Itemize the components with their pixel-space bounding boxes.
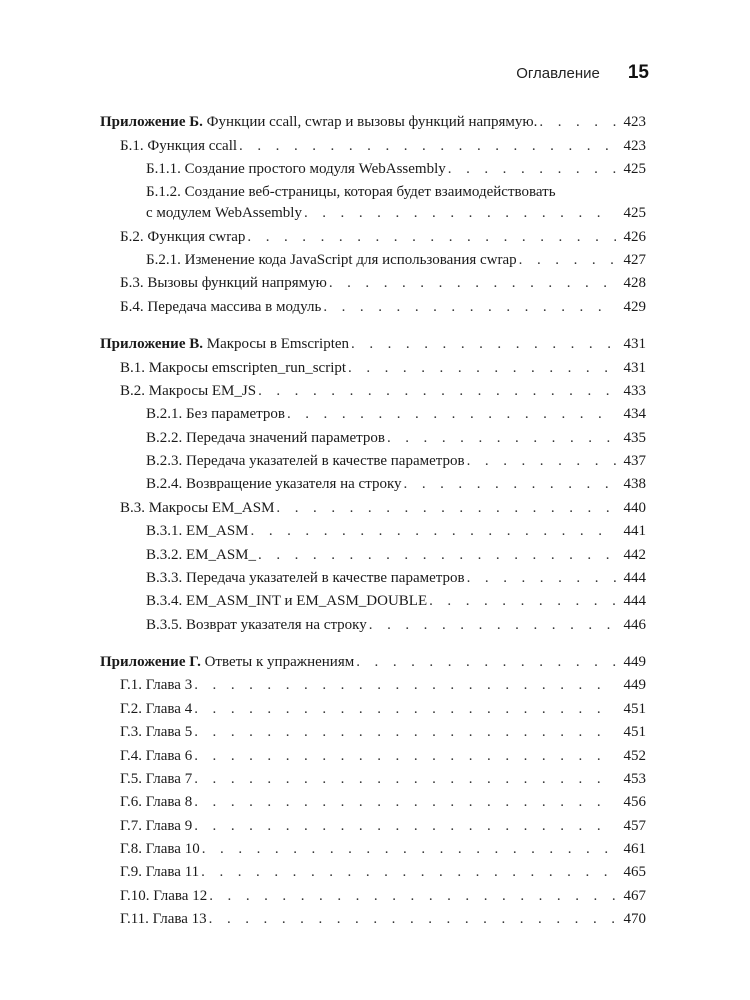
toc-entry-title: В.2.4. Возвращение указателя на строку <box>146 476 402 493</box>
toc-page-number: 440 <box>623 499 646 516</box>
toc-entry[interactable] <box>100 272 646 295</box>
toc-appendix-label: Приложение Б. <box>100 114 203 131</box>
toc-entry-title: В.2.2. Передача значений параметров <box>146 429 385 446</box>
leader-dots <box>194 746 616 767</box>
toc-entry[interactable] <box>100 296 646 319</box>
toc-entry-appendix-b[interactable] <box>100 111 646 134</box>
section-spacer <box>100 641 646 651</box>
toc-entry-title: В.2.1. Без параметров <box>146 406 285 423</box>
leader-dots <box>387 428 616 449</box>
toc-appendix-title: Макросы в Emscripten <box>202 336 350 353</box>
leader-dots <box>304 203 616 224</box>
toc-entry[interactable] <box>100 768 646 791</box>
leader-dots <box>194 722 616 743</box>
toc-page-number: 453 <box>623 770 646 787</box>
toc-section-appendix-g <box>100 651 646 932</box>
toc-appendix-label: Приложение В. <box>100 336 203 353</box>
toc-entry-title: Б.1.2. Создание веб-страницы, которая будет взаимодействовать <box>146 184 556 201</box>
toc-entry[interactable] <box>100 134 646 157</box>
toc-entry[interactable] <box>100 721 646 744</box>
toc-entry-title: Б.1.1. Создание простого модуля WebAssembly <box>146 160 446 177</box>
toc-entry[interactable] <box>100 158 646 181</box>
toc-entry-title: В.3.2. EM_ASM_ <box>146 546 257 563</box>
toc-appendix-title: Функции ccall, cwrap и вызовы функций напрямую. <box>202 114 538 131</box>
toc-appendix-label: Приложение Г. <box>100 654 201 671</box>
leader-dots <box>209 886 616 907</box>
toc-entry[interactable] <box>100 861 646 884</box>
leader-dots <box>356 652 616 673</box>
toc-entry-title: Б.1. Функция ccall <box>120 137 238 154</box>
toc-entry[interactable] <box>100 403 646 426</box>
toc-page-number: 423 <box>623 137 646 154</box>
leader-dots <box>369 615 616 636</box>
toc-page-number: 429 <box>623 298 646 315</box>
toc-entry[interactable] <box>100 698 646 721</box>
leader-dots <box>448 159 616 180</box>
toc-page-number: 444 <box>623 593 646 610</box>
toc-entry-title: Б.4. Передача массива в модуль <box>120 298 322 315</box>
toc-page-number: 438 <box>623 476 646 493</box>
toc-entry[interactable] <box>100 614 646 637</box>
toc-page-number: 451 <box>623 724 646 741</box>
leader-dots <box>194 792 616 813</box>
toc-entry[interactable] <box>100 181 646 225</box>
toc-section-appendix-b <box>100 111 646 319</box>
toc-page-number: 431 <box>623 359 646 376</box>
toc-entry-title: Г.10. Глава 12 <box>120 887 208 904</box>
toc-section-appendix-v <box>100 333 646 637</box>
leader-dots <box>287 404 616 425</box>
leader-dots <box>404 474 616 495</box>
leader-dots <box>201 862 616 883</box>
toc-entry-title: Б.2.1. Изменение кода JavaScript для использования cwrap <box>146 252 517 269</box>
page-number: 15 <box>627 62 649 83</box>
toc-page-number: 465 <box>623 864 646 881</box>
toc-page-number: 452 <box>623 747 646 764</box>
toc-entry-title: В.2.3. Передача указателей в качестве параметров <box>146 453 465 470</box>
toc-entry-title: Г.11. Глава 13 <box>120 911 207 928</box>
toc-entry-title: В.3.1. EM_ASM <box>146 523 249 540</box>
toc-page-number: 427 <box>623 252 646 269</box>
toc-page-number: 433 <box>623 382 646 399</box>
leader-dots <box>194 816 616 837</box>
leader-dots <box>467 568 616 589</box>
toc-entry-title: Б.2. Функция cwrap <box>120 228 246 245</box>
toc-entry-title: Г.9. Глава 11 <box>120 864 200 881</box>
leader-dots <box>258 545 616 566</box>
running-header-title: Оглавление <box>516 65 600 82</box>
leader-dots <box>429 591 616 612</box>
toc-entry[interactable] <box>100 744 646 767</box>
toc-page-number: 470 <box>623 911 646 928</box>
toc-entry[interactable] <box>100 885 646 908</box>
leader-dots <box>258 381 616 402</box>
toc-page-number: 423 <box>623 114 646 131</box>
section-spacer <box>100 323 646 333</box>
toc-entry-title: Г.8. Глава 10 <box>120 841 200 858</box>
toc-page-number: 449 <box>623 677 646 694</box>
toc-page-number: 456 <box>623 794 646 811</box>
toc-page-number: 457 <box>623 817 646 834</box>
toc-page-number: 434 <box>623 406 646 423</box>
leader-dots <box>251 521 616 542</box>
toc-page-number: 425 <box>623 205 646 222</box>
toc-page-number: 437 <box>623 453 646 470</box>
toc-entry[interactable] <box>100 450 646 473</box>
toc-entry[interactable] <box>100 380 646 403</box>
toc-entry-title: Г.6. Глава 8 <box>120 794 193 811</box>
toc-page-number: 441 <box>623 523 646 540</box>
toc-page-number: 435 <box>623 429 646 446</box>
toc-entry-title: Г.1. Глава 3 <box>120 677 193 694</box>
toc-entry[interactable] <box>100 249 646 272</box>
toc-page-number: 428 <box>623 275 646 292</box>
toc-page-number: 426 <box>623 228 646 245</box>
toc-entry-title: Г.7. Глава 9 <box>120 817 193 834</box>
toc-page-number: 451 <box>623 700 646 717</box>
leader-dots <box>239 136 616 157</box>
toc-page-number: 461 <box>623 841 646 858</box>
toc-entry-title: В.3.5. Возврат указателя на строку <box>146 616 367 633</box>
toc-page-number: 431 <box>623 336 646 353</box>
toc-entry[interactable] <box>100 356 646 379</box>
toc-page-number: 442 <box>623 546 646 563</box>
toc-entry-title: Г.4. Глава 6 <box>120 747 193 764</box>
leader-dots <box>329 273 616 294</box>
toc-entry-title: Б.3. Вызовы функций напрямую <box>120 275 327 292</box>
leader-dots <box>348 358 616 379</box>
toc-page-number: 425 <box>623 160 646 177</box>
toc-entry[interactable] <box>100 543 646 566</box>
toc-entry[interactable] <box>100 567 646 590</box>
toc-appendix-title: Ответы к упражнениям <box>200 654 355 671</box>
toc-entry[interactable] <box>100 473 646 496</box>
toc-entry[interactable] <box>100 791 646 814</box>
toc-entry[interactable] <box>100 427 646 450</box>
toc-entry-title: В.3.3. Передача указателей в качестве параметров <box>146 569 465 586</box>
running-header <box>516 62 649 84</box>
toc-entry-appendix-g[interactable] <box>100 651 646 674</box>
toc-entry[interactable] <box>100 590 646 613</box>
toc-entry[interactable] <box>100 226 646 249</box>
leader-dots <box>209 909 616 930</box>
leader-dots <box>194 699 616 720</box>
toc-entry[interactable] <box>100 520 646 543</box>
toc-entry-appendix-v[interactable] <box>100 333 646 356</box>
toc-entry[interactable] <box>100 815 646 838</box>
toc-entry[interactable] <box>100 497 646 520</box>
leader-dots <box>202 839 616 860</box>
leader-dots <box>351 334 616 355</box>
leader-dots <box>194 675 616 696</box>
toc-entry-title: Г.5. Глава 7 <box>120 770 193 787</box>
toc-entry-title: Г.3. Глава 5 <box>120 724 193 741</box>
leader-dots <box>247 227 616 248</box>
toc-page-number: 467 <box>623 887 646 904</box>
toc-entry-title: В.3.4. EM_ASM_INT и EM_ASM_DOUBLE <box>146 593 428 610</box>
leader-dots <box>276 498 616 519</box>
toc-entry[interactable] <box>100 674 646 697</box>
leader-dots <box>519 250 616 271</box>
toc-entry-title: Г.2. Глава 4 <box>120 700 193 717</box>
leader-dots <box>323 297 616 318</box>
toc-entry-title-continued: с модулем WebAssembly <box>146 205 302 222</box>
toc-page-number: 449 <box>623 654 646 671</box>
toc-entry[interactable] <box>100 908 646 931</box>
toc-page-number: 446 <box>623 616 646 633</box>
toc-entry-title: В.3. Макросы EM_ASM <box>120 499 275 516</box>
toc-entry-title: В.1. Макросы emscripten_run_script <box>120 359 347 376</box>
leader-dots <box>467 451 616 472</box>
table-of-contents <box>100 111 646 935</box>
toc-entry-title: В.2. Макросы EM_JS <box>120 382 257 399</box>
toc-entry[interactable] <box>100 838 646 861</box>
leader-dots <box>194 769 616 790</box>
toc-page-number: 444 <box>623 569 646 586</box>
leader-dots <box>539 112 616 133</box>
